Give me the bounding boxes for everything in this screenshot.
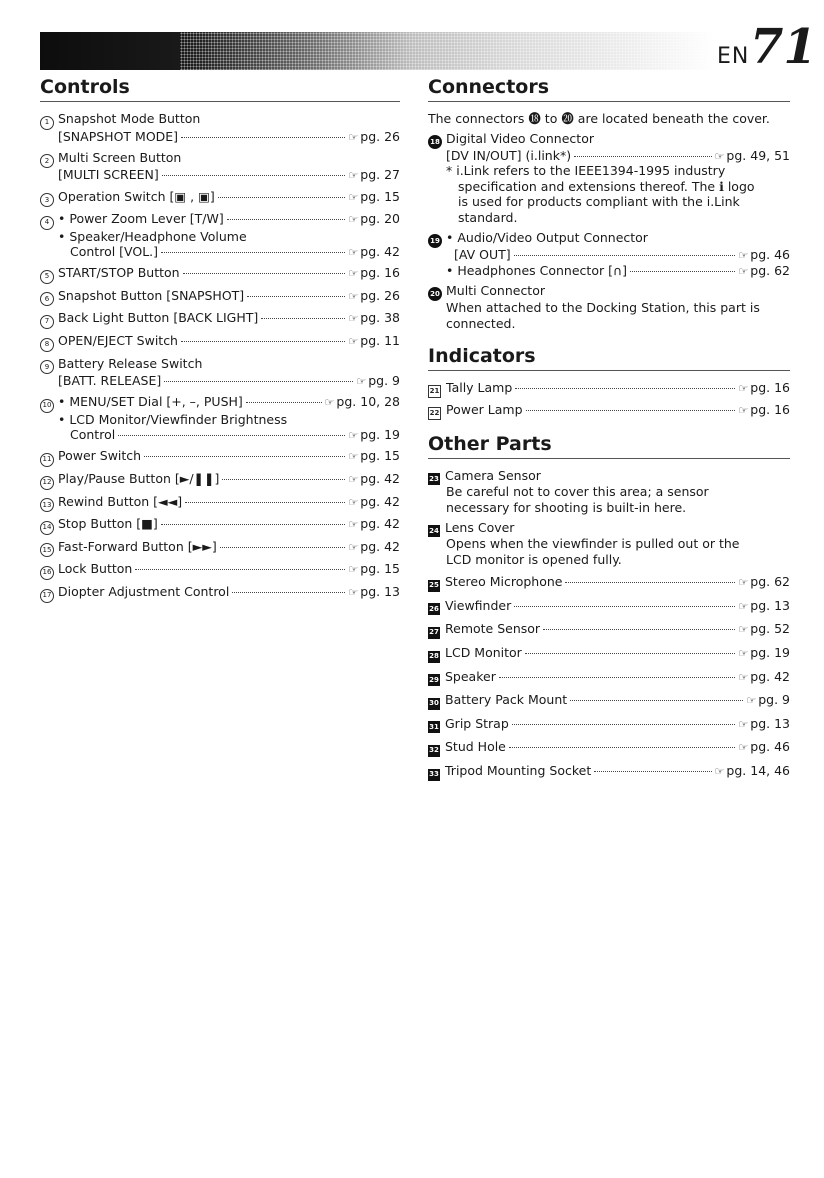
item-label: Stud Hole: [445, 739, 506, 755]
page-reference: pg. 42: [360, 243, 400, 259]
page-reference-icon: ☞: [738, 646, 749, 660]
leader-dots: [543, 629, 735, 630]
other-parts-list: [428, 574, 790, 779]
page-reference: pg. 15: [360, 561, 400, 577]
number-badge-10: 10: [40, 399, 54, 413]
leader-dots: [144, 456, 345, 457]
leader-dots: [570, 700, 743, 701]
item-label: Battery Pack Mount: [445, 692, 568, 708]
page-reference-icon: ☞: [348, 429, 359, 443]
number-badge-19: 19: [428, 234, 442, 248]
page-reference: pg. 46: [750, 739, 790, 755]
leader-dots: [232, 592, 345, 593]
indicators-heading: Indicators: [428, 345, 790, 371]
page-reference-icon: ☞: [348, 472, 359, 486]
page-reference-icon: ☞: [348, 563, 359, 577]
page-reference: pg. 27: [360, 167, 400, 183]
item-label: • Power Zoom Lever [T/W]: [58, 211, 224, 227]
number-badge-17: 17: [40, 589, 54, 603]
item-label: Rewind Button [◄◄]: [58, 493, 183, 509]
leader-dots: [565, 582, 735, 583]
number-badge-5: 5: [40, 270, 54, 284]
leader-dots: [164, 381, 353, 382]
connector-20-desc: connected.: [446, 315, 516, 331]
leader-dots: [526, 410, 736, 411]
connector-20-desc: When attached to the Docking Station, this part is: [446, 300, 760, 315]
item-label: Control [VOL.]: [70, 243, 159, 259]
number-badge-6: 6: [40, 292, 54, 306]
part-24: [428, 520, 790, 567]
item-label: Snapshot Mode Button: [58, 111, 201, 126]
leader-dots: [118, 435, 345, 436]
item-label: Stop Button [■]: [58, 516, 158, 532]
other-parts-heading: Other Parts: [428, 433, 790, 459]
list-item: [428, 402, 790, 419]
item-label: • Speaker/Headphone Volume: [58, 228, 247, 244]
list-item: [40, 561, 400, 579]
part-24-desc: Opens when the viewfinder is pulled out or the: [446, 536, 740, 552]
item-label: Multi Screen Button: [58, 149, 182, 165]
page-reference: pg. 15: [360, 448, 400, 464]
controls-list: [40, 111, 400, 602]
number-badge-25: 25: [428, 580, 440, 592]
language-label: EN: [717, 44, 750, 69]
connector-18-note: standard.: [458, 209, 518, 225]
number-badge-27: 27: [428, 627, 440, 639]
list-item: [40, 356, 400, 390]
page-reference-icon: ☞: [738, 264, 749, 278]
page-reference: pg. 15: [360, 188, 400, 204]
list-item: [40, 288, 400, 306]
list-item: [40, 150, 400, 184]
page-reference: pg. 11: [360, 332, 400, 348]
leader-dots: [630, 271, 735, 272]
item-label: Tally Lamp: [446, 380, 513, 395]
page-reference-icon: ☞: [738, 404, 749, 418]
page-reference: pg. 49, 51: [726, 147, 790, 163]
leader-dots: [183, 273, 346, 274]
item-label: Lock Button: [58, 561, 133, 577]
part-23-title: Camera Sensor: [445, 468, 541, 484]
leader-dots: [185, 502, 345, 503]
page-reference-icon: ☞: [348, 169, 359, 183]
list-item: [40, 448, 400, 466]
page-reference-icon: ☞: [738, 249, 749, 262]
item-label: Control: [70, 427, 116, 443]
item-label: Operation Switch [▣ , ▣]: [58, 188, 215, 204]
controls-heading: Controls: [40, 76, 400, 102]
connector-19-title: • Audio/Video Output Connector: [446, 230, 648, 245]
leader-dots: [218, 197, 346, 198]
item-label: [MULTI SCREEN]: [58, 167, 159, 183]
leader-dots: [499, 677, 736, 678]
number-badge-21: 21: [428, 385, 441, 398]
list-item: [428, 380, 790, 397]
page-reference: pg. 9: [368, 373, 400, 389]
page-reference: pg. 16: [360, 265, 400, 281]
page-reference-icon: ☞: [714, 149, 725, 163]
list-item: [40, 516, 400, 534]
connector-19-headphones: • Headphones Connector [∩]: [446, 262, 627, 278]
connector-20: [428, 283, 790, 331]
leader-dots: [509, 747, 736, 748]
page-reference: pg. 13: [360, 583, 400, 599]
item-label: LCD Monitor: [445, 644, 522, 660]
number-badge-33: 33: [428, 769, 440, 781]
leader-dots: [220, 547, 346, 548]
page-number: 71: [750, 19, 817, 75]
connector-19-label: [AV OUT]: [454, 247, 511, 262]
part-23-desc: Be careful not to cover this area; a sensor: [446, 484, 709, 500]
number-badge-31: 31: [428, 721, 440, 733]
connector-18-note: * i.Link refers to the IEEE1394-1995 industry: [446, 163, 726, 178]
item-label: OPEN/EJECT Switch: [58, 332, 178, 348]
part-23-desc: necessary for shooting is built-in here.: [446, 499, 687, 515]
page-reference: pg. 19: [360, 427, 400, 443]
connector-18: [428, 131, 790, 226]
item-label: Play/Pause Button [►/❚❚]: [58, 470, 220, 486]
leader-dots: [181, 341, 345, 342]
connector-18-note: specification and extensions thereof. The ℹ logo: [458, 178, 755, 194]
connector-18-label: [DV IN/OUT] (i.link*): [446, 147, 572, 163]
number-badge-30: 30: [428, 698, 440, 710]
item-label: START/STOP Button: [58, 265, 180, 281]
number-badge-23: 23: [429, 475, 439, 484]
number-badge-7: 7: [40, 315, 54, 329]
leader-dots: [594, 771, 711, 772]
leader-dots: [222, 479, 345, 480]
page-reference-icon: ☞: [324, 396, 335, 410]
page-reference-icon: ☞: [738, 717, 749, 731]
page-reference-icon: ☞: [348, 540, 359, 554]
number-badge-13: 13: [40, 498, 54, 512]
number-badge-1: 1: [40, 116, 54, 130]
list-item: [428, 763, 790, 780]
page-reference: pg. 42: [360, 470, 400, 486]
list-item: [40, 310, 400, 328]
number-badge-22: 22: [428, 407, 441, 420]
controls-section: [40, 76, 400, 602]
page-reference: pg. 38: [360, 310, 400, 326]
number-badge-29: 29: [428, 674, 440, 686]
number-badge-32: 32: [428, 745, 440, 757]
number-badge-26: 26: [428, 603, 440, 615]
page-reference-icon: ☞: [348, 289, 359, 303]
list-item: [40, 394, 400, 443]
item-label: Diopter Adjustment Control: [58, 583, 230, 599]
number-badge-2: 2: [40, 154, 54, 168]
page-reference-icon: ☞: [738, 576, 749, 590]
page-reference: pg. 62: [750, 574, 790, 590]
item-label: Speaker: [445, 668, 496, 684]
list-item: [40, 494, 400, 512]
page-reference: pg. 16: [750, 402, 790, 418]
item-label: Battery Release Switch: [58, 355, 203, 371]
connectors-heading: Connectors: [428, 76, 790, 102]
number-badge-11: 11: [40, 453, 54, 467]
page-reference-icon: ☞: [348, 130, 359, 144]
number-badge-16: 16: [40, 566, 54, 580]
page-reference-icon: ☞: [738, 623, 749, 637]
item-label: Snapshot Button [SNAPSHOT]: [58, 287, 245, 303]
list-item: [428, 621, 790, 638]
leader-dots: [161, 524, 346, 525]
item-label: • LCD Monitor/Viewfinder Brightness: [58, 411, 288, 427]
item-label: [BATT. RELEASE]: [58, 373, 162, 389]
page-reference-icon: ☞: [746, 694, 757, 708]
item-label: Back Light Button [BACK LIGHT]: [58, 310, 259, 326]
number-badge-24: 24: [429, 527, 439, 536]
connector-18-note: is used for products compliant with the i.Link: [458, 194, 740, 209]
item-label: Fast-Forward Button [►►]: [58, 538, 217, 554]
part-24-title: Lens Cover: [445, 520, 515, 536]
list-item: [428, 574, 790, 591]
page-reference: pg. 19: [750, 644, 790, 660]
number-badge-4: 4: [40, 216, 54, 230]
connectors-intro: The connectors ⓲ to ⓴ are located beneath the cover.: [428, 111, 770, 126]
list-item: [40, 111, 400, 145]
number-badge-18: 18: [428, 135, 442, 149]
page-reference: pg. 52: [750, 621, 790, 637]
page-reference-icon: ☞: [348, 190, 359, 204]
number-badge-9: 9: [40, 360, 54, 374]
connector-18-title: Digital Video Connector: [446, 130, 594, 146]
header-band-texture: [180, 32, 716, 70]
list-item: [428, 692, 790, 709]
page-reference: pg. 42: [360, 516, 400, 532]
number-badge-15: 15: [40, 543, 54, 557]
leader-dots: [525, 653, 736, 654]
page-reference: pg. 46: [750, 247, 790, 262]
page-reference-icon: ☞: [348, 267, 359, 281]
list-item: [428, 645, 790, 662]
list-item: [40, 189, 400, 207]
list-item: [40, 211, 400, 260]
item-label: Stereo Microphone: [445, 574, 563, 590]
leader-dots: [135, 569, 345, 570]
page-reference-icon: ☞: [738, 599, 749, 613]
item-label: Viewfinder: [445, 597, 512, 613]
number-badge-8: 8: [40, 338, 54, 352]
page-reference-icon: ☞: [738, 670, 749, 684]
list-item: [428, 739, 790, 756]
leader-dots: [247, 296, 345, 297]
page-reference-icon: ☞: [738, 382, 749, 395]
page-reference: pg. 10, 28: [336, 394, 400, 410]
list-item: [428, 669, 790, 686]
leader-dots: [261, 318, 345, 319]
number-badge-14: 14: [40, 521, 54, 535]
number-badge-28: 28: [428, 651, 440, 663]
leader-dots: [514, 606, 735, 607]
list-item: [40, 539, 400, 557]
item-label: [SNAPSHOT MODE]: [58, 128, 179, 144]
page-reference: pg. 26: [360, 128, 400, 144]
page-reference-icon: ☞: [348, 450, 359, 464]
leader-dots: [574, 156, 711, 157]
page-reference-icon: ☞: [714, 764, 725, 778]
page-reference-icon: ☞: [348, 334, 359, 348]
page-reference-icon: ☞: [348, 518, 359, 532]
leader-dots: [161, 252, 345, 253]
page-reference: pg. 13: [750, 597, 790, 613]
page-reference-icon: ☞: [348, 312, 359, 326]
leader-dots: [181, 137, 345, 138]
list-item: [428, 716, 790, 733]
page-reference: pg. 42: [360, 493, 400, 509]
page-reference: pg. 13: [750, 715, 790, 731]
leader-dots: [514, 255, 736, 256]
item-label: Power Lamp: [446, 402, 523, 418]
leader-dots: [246, 402, 322, 403]
part-24-desc: LCD monitor is opened fully.: [446, 551, 622, 567]
leader-dots: [515, 388, 735, 389]
item-label: Remote Sensor: [445, 621, 541, 637]
connector-19: [428, 230, 790, 278]
leader-dots: [162, 175, 346, 176]
page-reference: pg. 42: [360, 538, 400, 554]
list-item: [40, 265, 400, 283]
item-label: Grip Strap: [445, 715, 509, 731]
item-label: • MENU/SET Dial [+, –, PUSH]: [58, 394, 243, 410]
page-reference-icon: ☞: [738, 741, 749, 755]
list-item: [40, 333, 400, 351]
number-badge-12: 12: [40, 476, 54, 490]
page-reference: pg. 62: [750, 262, 790, 278]
right-column: [428, 76, 790, 780]
part-23: [428, 468, 790, 515]
page-reference: pg. 20: [360, 211, 400, 227]
page-reference: pg. 26: [360, 287, 400, 303]
list-item: [40, 584, 400, 602]
page-reference-icon: ☞: [348, 213, 359, 227]
page-reference-icon: ☞: [348, 495, 359, 509]
page-reference: pg. 14, 46: [726, 762, 790, 778]
list-item: [40, 471, 400, 489]
page-reference: pg. 9: [758, 692, 790, 708]
list-item: [428, 598, 790, 615]
number-badge-20: 20: [428, 287, 442, 301]
number-badge-3: 3: [40, 193, 54, 207]
page-reference-icon: ☞: [348, 245, 359, 259]
page-reference: pg. 42: [750, 668, 790, 684]
leader-dots: [512, 724, 736, 725]
page-reference: pg. 16: [750, 380, 790, 395]
indicators-list: [428, 380, 790, 419]
connector-20-title: Multi Connector: [446, 283, 545, 298]
item-label: Power Switch: [58, 448, 142, 464]
item-label: Tripod Mounting Socket: [445, 762, 592, 778]
page-reference-icon: ☞: [348, 585, 359, 599]
leader-dots: [227, 219, 346, 220]
page-reference-icon: ☞: [356, 375, 367, 389]
